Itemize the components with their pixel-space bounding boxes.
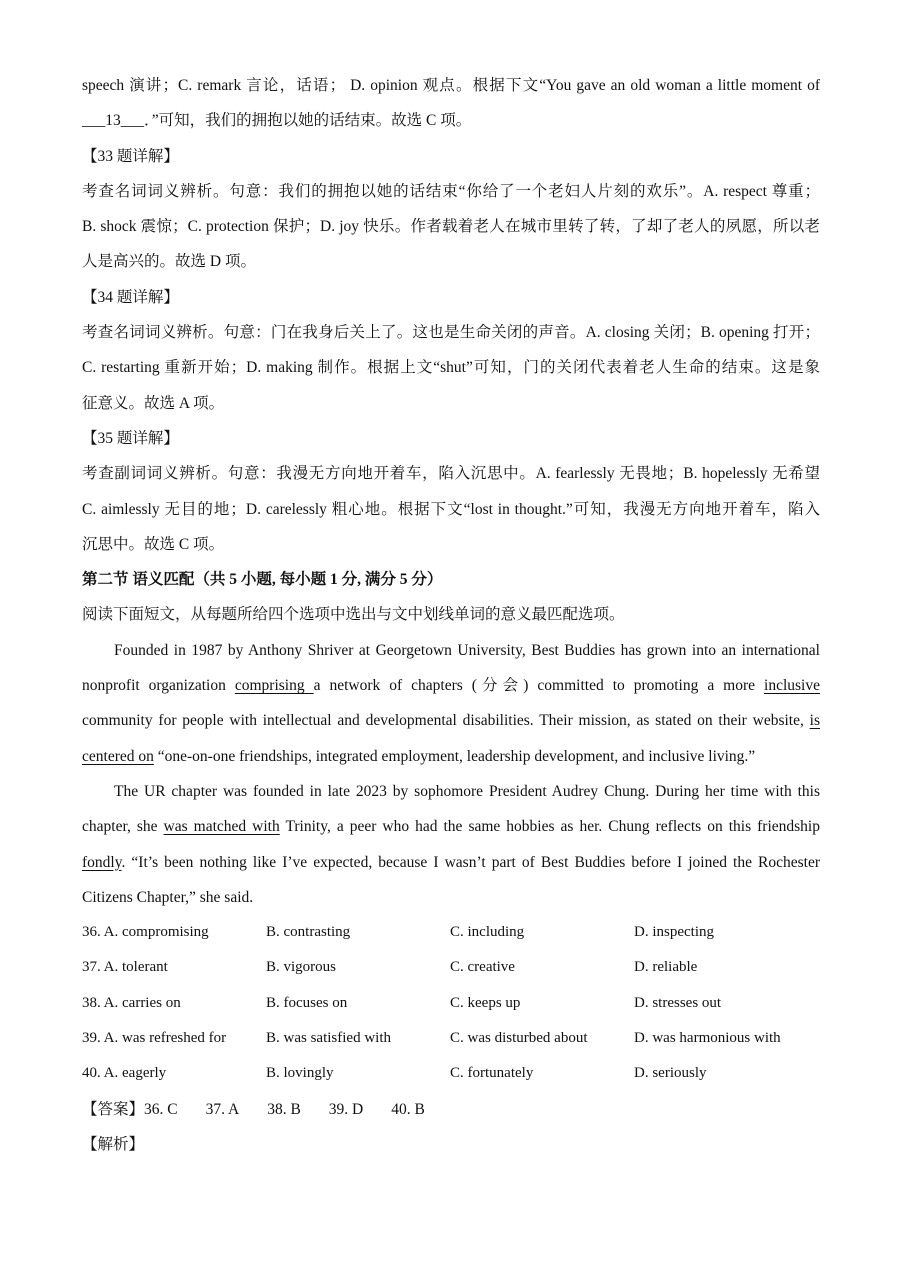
answer-item: 36. C	[144, 1100, 178, 1118]
section-instruction: 阅读下面短文，从每题所给四个选项中选出与文中划线单词的意义最匹配选项。	[82, 606, 625, 624]
text-line: 沉思中。故选 C 项。	[82, 535, 225, 553]
text-line: B. shock 震惊；C. protection 保护；D. joy 快乐。作者载着老人在城市里转了转，了却了老人的夙愿，所以老	[82, 218, 820, 236]
option-b: B. contrasting	[266, 924, 351, 941]
passage-line: Founded in 1987 by Anthony Shriver at Georgetown University, Best Buddies has grown into an international	[114, 641, 820, 659]
answer-line	[82, 1092, 820, 1127]
text-segment: Trinity, a peer who had the same hobbies as her. Chung reflects on this friendship	[279, 818, 820, 836]
answer-label: 【答案】	[82, 1100, 145, 1118]
section-heading: 第二节 语义匹配（共 5 小题, 每小题 1 分, 满分 5 分）	[82, 571, 443, 589]
question-36	[82, 915, 820, 950]
text-segment: ．”可知，我们的拥抱以她的话结束。故选 C 项。	[144, 112, 472, 130]
option-b: B. was satisfied with	[266, 1030, 391, 1047]
text-segment: chapter, she	[82, 818, 164, 836]
analysis-heading: 【解析】	[82, 1135, 145, 1153]
passage-line	[82, 703, 820, 738]
underlined-word: was matched with	[163, 818, 280, 836]
answer-item: 38. B	[267, 1100, 301, 1118]
text-line: speech 演讲；C. remark 言论，话语； D. opinion 观点。根据下文“You gave an old woman a little moment of	[82, 77, 820, 94]
text-segment: . “It’s been nothing like I’ve expected, because I wasn’t part of Best Buddies before I joined the Rochester	[121, 853, 820, 871]
text-line: 考查名词词义辨析。句意：我们的拥抱以她的话结束“你给了一个老妇人片刻的欢乐”。A. respect 尊重；	[82, 182, 820, 200]
passage-line	[82, 739, 820, 774]
option-b: B. focuses on	[266, 994, 348, 1011]
passage-line: Citizens Chapter,” she said.	[82, 888, 254, 906]
text-line: C. restarting 重新开始；D. making 制作。根据上文“shut”可知，门的关闭代表着老人生命的结束。这是象	[82, 359, 820, 377]
option-d: D. stresses out	[634, 994, 722, 1011]
q35-heading: 【35 题详解】	[82, 429, 179, 447]
text-segment: “one-on-one friendships, integrated employment, leadership development, and inclusive living.”	[153, 747, 756, 765]
question-40	[82, 1056, 820, 1091]
q33-heading: 【33 题详解】	[82, 147, 179, 165]
q34-heading: 【34 题详解】	[82, 288, 179, 306]
text-line: 考查副词词义辨析。句意：我漫无方向地开着车，陷入沉思中。A. fearlessly 无畏地；B. hopelessly 无希望	[82, 465, 820, 483]
text-segment: community for people with intellectual and developmental disabilities. Their mission, as stated on their website,	[82, 712, 810, 730]
answer-item: 39. D	[328, 1100, 364, 1118]
option-a: 40. A. eagerly	[82, 1065, 167, 1082]
passage-line	[82, 668, 820, 703]
option-c: C. including	[450, 924, 525, 941]
blank-13: ___13___	[82, 112, 144, 130]
option-c: C. fortunately	[450, 1065, 534, 1082]
question-38	[82, 986, 820, 1021]
underlined-word: centered on	[82, 747, 154, 765]
text-line: C. aimlessly 无目的地；D. carelessly 粗心地。根据下文“lost in thought.”可知，我漫无方向地开着车，陷入	[82, 500, 820, 518]
passage-line	[82, 809, 820, 844]
document-page	[82, 68, 820, 1162]
option-b: B. lovingly	[266, 1065, 334, 1082]
text-segment: a network of chapters (分会) committed to promoting a more	[313, 677, 765, 695]
passage-line	[82, 845, 820, 880]
option-c: C. was disturbed about	[450, 1030, 588, 1047]
question-37	[82, 950, 820, 985]
option-a: 37. A. tolerant	[82, 959, 168, 976]
option-d: D. was harmonious with	[634, 1030, 781, 1047]
text-segment: nonprofit organization	[82, 677, 235, 695]
option-d: D. reliable	[634, 959, 698, 976]
passage-line: The UR chapter was founded in late 2023 by sophomore President Audrey Chung. During her time with this	[114, 782, 820, 800]
text-line	[82, 103, 820, 138]
underlined-word: inclusive	[764, 677, 820, 695]
text-line: 征意义。故选 A 项。	[82, 394, 225, 412]
option-d: D. seriously	[634, 1065, 707, 1082]
option-b: B. vigorous	[266, 959, 337, 976]
option-a: 39. A. was refreshed for	[82, 1030, 227, 1047]
option-c: C. creative	[450, 959, 515, 976]
option-a: 38. A. carries on	[82, 994, 181, 1011]
question-39	[82, 1021, 820, 1056]
text-line: 人是高兴的。故选 D 项。	[82, 253, 256, 271]
underlined-word: is	[809, 712, 820, 730]
answer-item: 40. B	[391, 1100, 425, 1118]
underlined-word: fondly	[82, 853, 122, 871]
answer-item: 37. A	[205, 1100, 240, 1118]
option-c: C. keeps up	[450, 994, 521, 1011]
option-d: D. inspecting	[634, 924, 714, 941]
text-line: 考查名词词义辨析。句意：门在我身后关上了。这也是生命关闭的声音。A. closing 关闭；B. opening 打开；	[82, 324, 820, 342]
option-a: 36. A. compromising	[82, 924, 209, 941]
underlined-word: comprising	[234, 677, 314, 695]
